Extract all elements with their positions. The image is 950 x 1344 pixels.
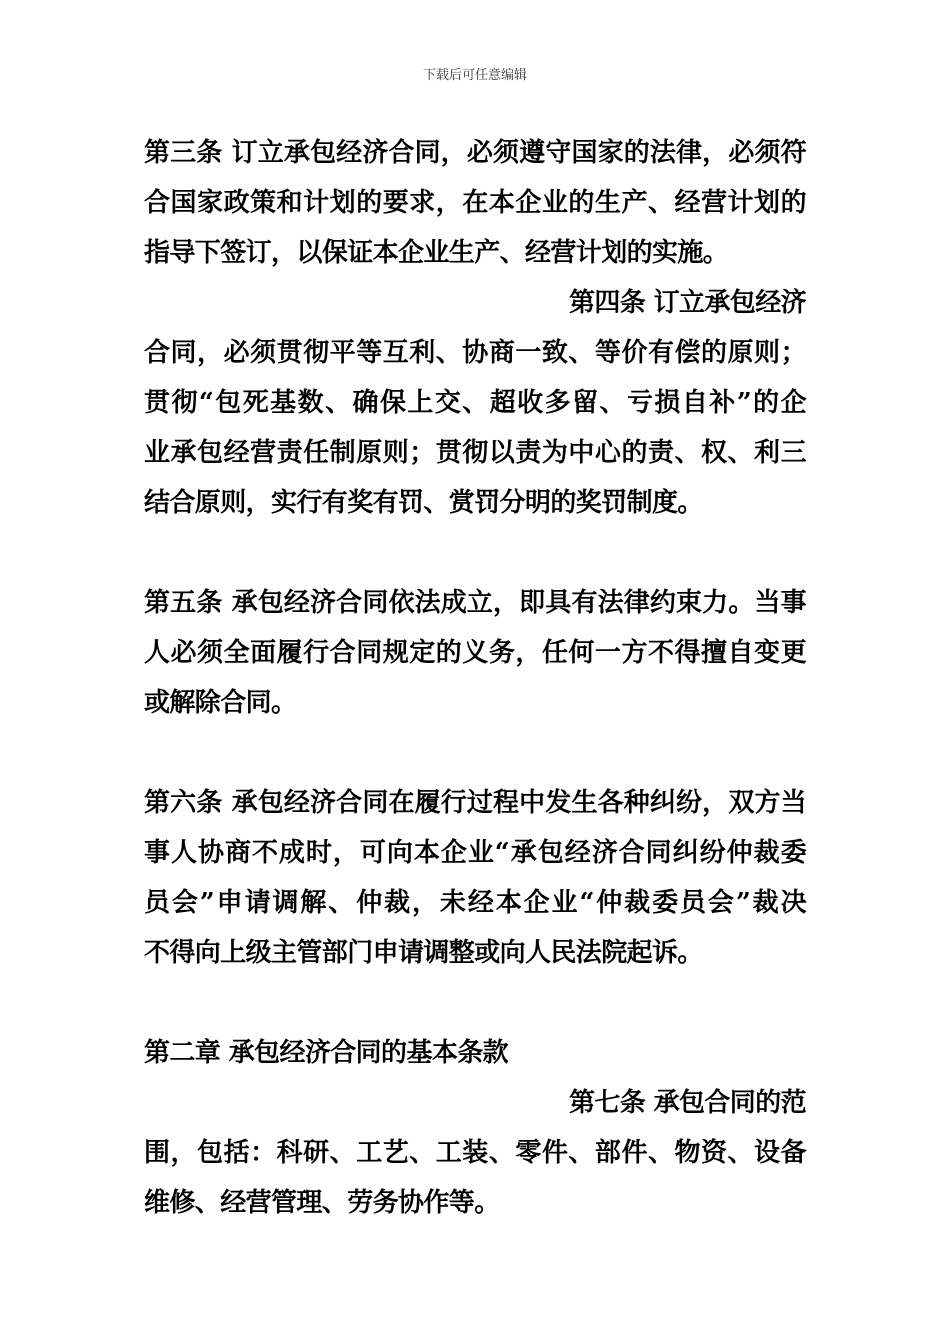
text-line: 第七条 承包合同的范 — [568, 1088, 806, 1118]
text-line: 第六条 承包经济合同在履行过程中发生各种纠纷，双方当 — [144, 788, 806, 818]
paragraph-gap — [144, 528, 806, 578]
text-line: 不得向上级主管部门申请调整或向人民法院起诉。 — [144, 938, 703, 968]
text-line: 人必须全面履行合同规定的义务，任何一方不得擅自变更 — [144, 638, 806, 668]
text-line: 指导下签订，以保证本企业生产、经营计划的实施。 — [144, 238, 729, 268]
paragraph-gap — [144, 978, 806, 1028]
text-line: 或解除合同。 — [144, 688, 297, 718]
page-header: 下载后可任意编辑 — [422, 68, 527, 83]
document-body — [144, 128, 806, 1228]
text-line: 合同，必须贯彻平等互利、协商一致、等价有偿的原则； — [144, 338, 806, 368]
text-line: 第四条 订立承包经济 — [568, 288, 806, 318]
text-line: 业承包经营责任制原则；贯彻以责为中心的责、权、利三 — [144, 438, 806, 468]
text-line: 合国家政策和计划的要求，在本企业的生产、经营计划的 — [144, 188, 806, 218]
paragraph-gap — [144, 728, 806, 778]
text-line: 贯彻“包死基数、确保上交、超收多留、亏损自补”的企 — [144, 388, 806, 418]
text-line: 结合原则，实行有奖有罚、赏罚分明的奖罚制度。 — [144, 488, 703, 518]
text-line: 第三条 订立承包经济合同，必须遵守国家的法律，必须符 — [144, 138, 806, 168]
text-line: 员会”申请调解、仲裁，未经本企业“仲裁委员会”裁决 — [144, 888, 806, 918]
chapter-heading: 第二章 承包经济合同的基本条款 — [144, 1038, 509, 1068]
text-line: 事人协商不成时，可向本企业“承包经济合同纠纷仲裁委 — [144, 838, 806, 868]
text-line: 第五条 承包经济合同依法成立，即具有法律约束力。当事 — [144, 588, 806, 618]
text-line: 维修、经营管理、劳务协作等。 — [144, 1188, 500, 1218]
text-line: 围，包括：科研、工艺、工装、零件、部件、物资、设备 — [144, 1138, 806, 1168]
